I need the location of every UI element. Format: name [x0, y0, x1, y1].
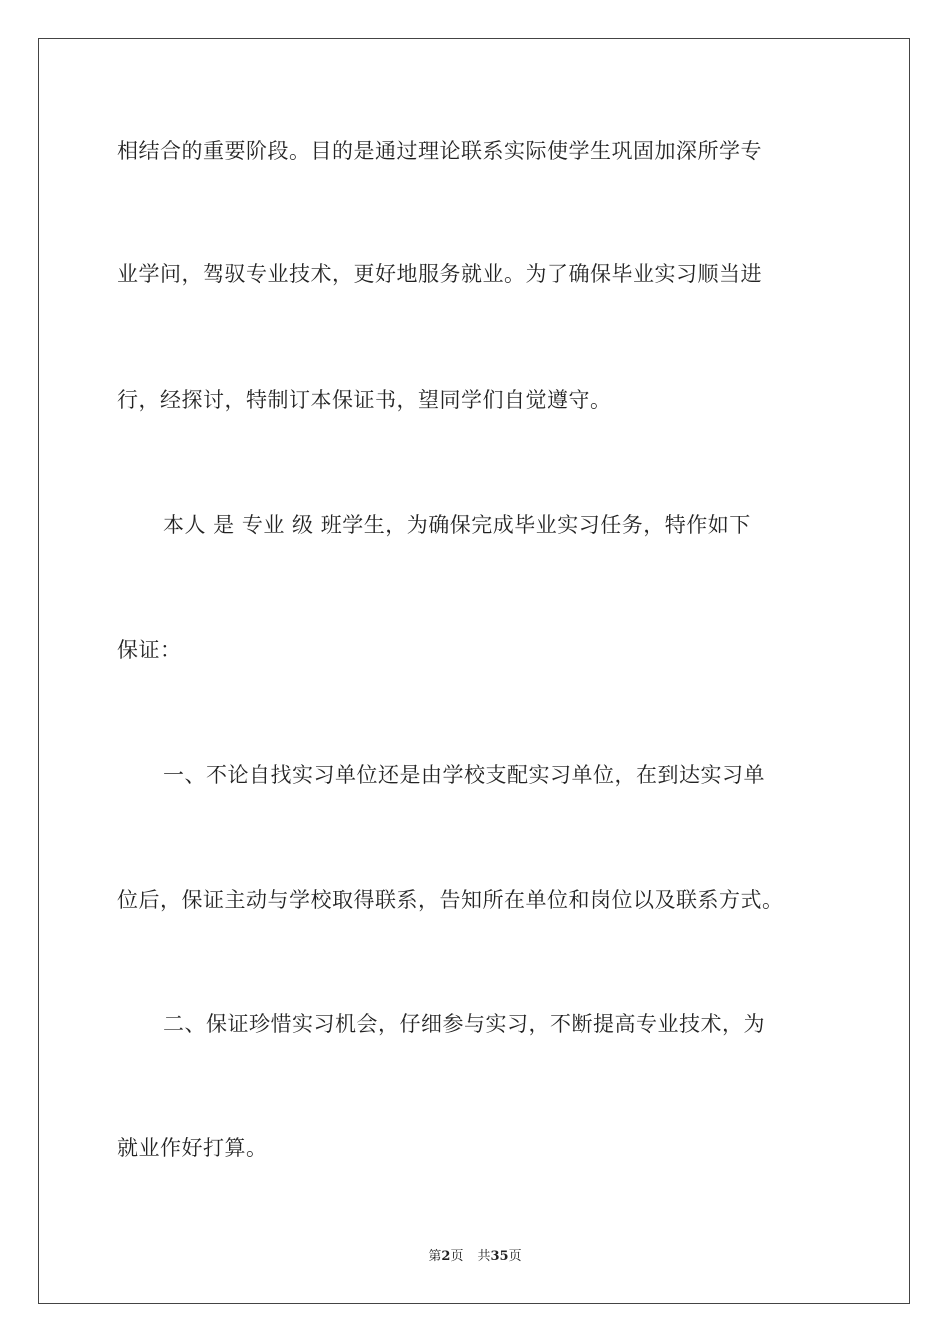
- text-line-9: 就业作好打算。: [117, 1136, 268, 1160]
- page-number: 2: [441, 1249, 451, 1264]
- page-border: [38, 38, 910, 1304]
- page-suffix: 页: [450, 1249, 464, 1264]
- text-line-1: 相结合的重要阶段。目的是通过理论联系实际使学生巩固加深所学专: [117, 139, 762, 163]
- page-prefix: 第: [428, 1249, 442, 1264]
- text-line-6: 一、不论自找实习单位还是由学校支配实习单位，在到达实习单: [163, 763, 765, 787]
- text-line-2: 业学问，驾驭专业技术，更好地服务就业。为了确保毕业实习顺当进: [117, 262, 762, 286]
- text-line-3: 行，经探讨，特制订本保证书，望同学们自觉遵守。: [117, 388, 612, 412]
- page-footer: [0, 1248, 950, 1266]
- text-line-5: 保证：: [117, 638, 182, 662]
- total-prefix: 共: [477, 1249, 491, 1264]
- total-suffix: 页: [508, 1249, 522, 1264]
- text-line-8: 二、保证珍惜实习机会，仔细参与实习，不断提高专业技术，为: [163, 1012, 765, 1036]
- text-line-4: 本人 是 专业 级 班学生，为确保完成毕业实习任务，特作如下: [163, 513, 751, 537]
- total-pages: 35: [490, 1249, 509, 1264]
- text-line-7: 位后，保证主动与学校取得联系，告知所在单位和岗位以及联系方式。: [117, 888, 784, 912]
